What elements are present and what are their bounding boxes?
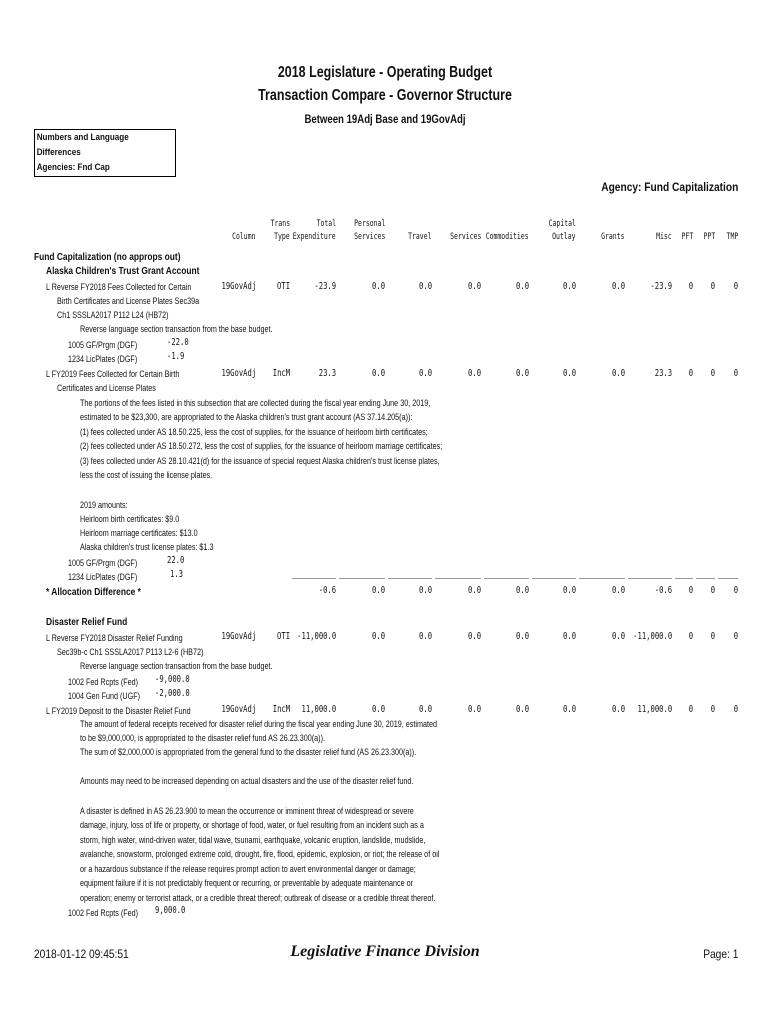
- row-cell-co: 0.0: [562, 281, 576, 292]
- fund-label: 1234 LicPlates (DGF): [68, 572, 138, 582]
- fund-label: 1234 LicPlates (DGF): [68, 354, 138, 364]
- column-header-pft: PFT: [681, 232, 693, 242]
- item-line: L Reverse FY2018 Fees Collected for Certain: [46, 282, 192, 292]
- fund-label: 1005 GF/Prgm (DGF): [68, 558, 138, 568]
- row-cell-cm: 0.0: [515, 281, 529, 292]
- para-line: The sum of $2,000,000 is appropriated from the general fund to the disaster relief fund (AS 26.23.300(a)).: [80, 747, 417, 757]
- column-header-trans: Type: [274, 232, 290, 242]
- subtotal-rule-segment: [388, 578, 432, 579]
- row-cell-total: 11,000.0: [301, 704, 336, 715]
- row-cell-pft: 0: [688, 631, 693, 642]
- report-title-line2: Transaction Compare - Governor Structure: [258, 87, 512, 104]
- row-cell-pft: 0: [688, 368, 693, 379]
- fund-label: 1005 GF/Prgm (DGF): [68, 340, 138, 350]
- fund-amount: -22.0: [167, 337, 189, 348]
- column-header-capital-top: Capital: [548, 219, 576, 229]
- row-cell-ppt: 0: [710, 631, 715, 642]
- subtotal-rule-segment: [532, 578, 576, 579]
- fund-label: 1002 Fed Rcpts (Fed): [68, 908, 139, 918]
- column-header-trans-top: Trans: [270, 219, 290, 229]
- item-line: L FY2019 Deposit to the Disaster Relief Fund: [46, 706, 191, 716]
- column-header-commodities: Commodities: [486, 232, 529, 242]
- item-line: L FY2019 Fees Collected for Certain Birth: [46, 369, 180, 379]
- row-cell-co: 0.0: [562, 585, 576, 596]
- filter-box-line: Agencies: Fnd Cap: [36, 162, 110, 173]
- footer-division: Legislative Finance Division: [290, 943, 480, 960]
- row-cell-gr: 0.0: [611, 585, 625, 596]
- row-cell-tr: 0.0: [418, 631, 432, 642]
- item-note: Reverse language section transaction from the base budget.: [80, 661, 273, 671]
- item-line: Sec39b-c Ch1 SSSLA2017 P113 L2-6 (HB72): [57, 647, 204, 657]
- subtotal-rule-segment: [696, 578, 715, 579]
- row-cell-ppt: 0: [710, 368, 715, 379]
- column-header-ppt: PPT: [703, 232, 715, 242]
- para-line: (3) fees collected under AS 28.10.421(d) for the issuance of special request Alaska children's trust license plates,: [80, 456, 440, 466]
- column-header-services: Services: [449, 232, 481, 242]
- column-header-column: Column: [232, 232, 256, 242]
- footer-timestamp: 2018-01-12 09:45:51: [34, 947, 129, 961]
- filter-box: [34, 129, 176, 177]
- item-line: L Reverse FY2018 Disaster Relief Funding: [46, 633, 183, 643]
- row-cell-tmp: 0: [733, 281, 738, 292]
- fund-amount: -1.9: [167, 351, 185, 362]
- column-header-capital: Outlay: [552, 232, 576, 242]
- para-line: or a hazardous substance if the release requires prompt action to avert environmental danger or damage;: [80, 864, 416, 874]
- para-line: damage, injury, loss of life or property, or shortage of food, water, or fuel resulting from an incident such as a: [80, 820, 424, 830]
- para-line: estimated to be $23,300, are appropriated to the Alaska children's trust grant account (AS 37.14.205(a)):: [80, 412, 413, 422]
- row-cell-col: 19GovAdj: [221, 281, 256, 292]
- row-cell-gr: 0.0: [611, 368, 625, 379]
- row-cell-tr: 0.0: [418, 704, 432, 715]
- column-header-total: Expenditure: [293, 232, 336, 242]
- column-header-travel: Travel: [408, 232, 432, 242]
- row-cell-ppt: 0: [710, 585, 715, 596]
- row-cell-tmp: 0: [733, 368, 738, 379]
- row-cell-tmp: 0: [733, 631, 738, 642]
- column-header-grants: Grants: [601, 232, 625, 242]
- row-cell-co: 0.0: [562, 368, 576, 379]
- para-line: storm, high water, wind-driven water, tidal wave, tsunami, earthquake, volcanic eruption, landslide, mudslide,: [80, 835, 426, 845]
- fund-label: 1004 Gen Fund (UGF): [68, 691, 141, 701]
- row-cell-cm: 0.0: [515, 704, 529, 715]
- row-cell-pft: 0: [688, 281, 693, 292]
- row-cell-total: -11,000.0: [296, 631, 336, 642]
- row-cell-ps: 0.0: [371, 631, 385, 642]
- amount-line: Alaska children's trust license plates: $1.3: [80, 542, 214, 552]
- row-cell-total: -23.9: [314, 281, 336, 292]
- column-header-personal: Services: [353, 232, 385, 242]
- row-cell-tmp: 0: [733, 704, 738, 715]
- amount-line: 2019 amounts:: [80, 500, 128, 510]
- para-line: operation; enemy or terrorist attack, or a credible threat thereof; outbreak of disease or a credible threat thereof.: [80, 893, 436, 903]
- amount-line: Heirloom birth certificates: $9.0: [80, 514, 180, 524]
- column-header-misc: Misc: [656, 232, 672, 242]
- row-cell-cm: 0.0: [515, 631, 529, 642]
- column-header-total-top: Total: [316, 219, 336, 229]
- row-cell-mi: 23.3: [654, 368, 672, 379]
- para-line: avalanche, snowstorm, prolonged extreme cold, drought, fire, flood, epidemic, explosion, or riot; the release of oil: [80, 849, 440, 859]
- row-cell-col: 19GovAdj: [221, 704, 256, 715]
- row-cell-pft: 0: [688, 585, 693, 596]
- row-cell-type: OTI: [276, 281, 290, 292]
- para-line: (2) fees collected under AS 18.50.272, less the cost of supplies, for the issuance of heirloom marriage certificates;: [80, 441, 443, 451]
- amount-line: Heirloom marriage certificates: $13.0: [80, 528, 198, 538]
- fund-amount: 9,000.0: [155, 905, 186, 916]
- para-line: Amounts may need to be increased depending on actual disasters and the use of the disaster relief fund.: [80, 776, 414, 786]
- subtotal-rule-segment: [484, 578, 529, 579]
- row-cell-total: 23.3: [318, 368, 336, 379]
- para-line: The portions of the fees listed in this subsection that are collected during the fiscal year ending June 30, 2019,: [80, 398, 431, 408]
- report-subtitle: Between 19Adj Base and 19GovAdj: [304, 112, 466, 126]
- subtotal-rule-segment: [675, 578, 693, 579]
- row-cell-tmp: 0: [733, 585, 738, 596]
- fund-amount: -2,000.0: [155, 688, 190, 699]
- agency-label: Agency: Fund Capitalization: [600, 180, 738, 194]
- row-cell-ps: 0.0: [371, 368, 385, 379]
- row-cell-ppt: 0: [710, 704, 715, 715]
- report-title-line1: 2018 Legislature - Operating Budget: [277, 64, 493, 81]
- row-cell-mi: -11,000.0: [632, 631, 672, 642]
- row-cell-ps: 0.0: [371, 704, 385, 715]
- row-cell-pft: 0: [688, 704, 693, 715]
- item-note: Reverse language section transaction from the base budget.: [80, 324, 273, 334]
- row-cell-col: 19GovAdj: [221, 631, 256, 642]
- item-line: Birth Certificates and License Plates Sec39a: [57, 296, 200, 306]
- row-cell-sv: 0.0: [467, 368, 481, 379]
- row-cell-tr: 0.0: [418, 368, 432, 379]
- filter-box-line: Numbers and Language: [36, 132, 129, 143]
- para-line: A disaster is defined in AS 26.23.900 to mean the occurrence or imminent threat of widespread or severe: [80, 806, 414, 816]
- row-cell-col: 19GovAdj: [221, 368, 256, 379]
- row-cell-sv: 0.0: [467, 704, 481, 715]
- para-line: The amount of federal receipts received for disaster relief during the fiscal year ending June 30, 2019, estimated: [80, 719, 438, 729]
- row-cell-gr: 0.0: [611, 281, 625, 292]
- para-line: to be $9,000,000, is appropriated to the disaster relief fund AS 26.23.300(a)).: [80, 733, 325, 743]
- fund-amount: -9,000.0: [155, 674, 190, 685]
- row-cell-ps: 0.0: [371, 585, 385, 596]
- section-title: Fund Capitalization (no approps out): [34, 251, 181, 263]
- subtotal-rule-segment: [292, 578, 336, 579]
- item-line: Certificates and License Plates: [57, 383, 156, 393]
- fund-amount: 1.3: [170, 569, 184, 580]
- subtotal-rule-segment: [628, 578, 672, 579]
- row-cell-tr: 0.0: [418, 585, 432, 596]
- allocation-difference-label: * Allocation Difference *: [46, 586, 141, 598]
- row-cell-ps: 0.0: [371, 281, 385, 292]
- row-cell-type: IncM: [272, 368, 290, 379]
- filter-box-line: Differences: [36, 147, 81, 158]
- row-cell-mi: -23.9: [650, 281, 672, 292]
- row-cell-mi: -0.6: [654, 585, 672, 596]
- column-header-tmp: TMP: [726, 232, 738, 242]
- subtotal-rule-segment: [579, 578, 625, 579]
- row-cell-co: 0.0: [562, 704, 576, 715]
- row-cell-gr: 0.0: [611, 631, 625, 642]
- fund-label: 1002 Fed Rcpts (Fed): [68, 677, 139, 687]
- row-cell-cm: 0.0: [515, 585, 529, 596]
- row-cell-co: 0.0: [562, 631, 576, 642]
- component-title: Disaster Relief Fund: [46, 616, 128, 628]
- row-cell-gr: 0.0: [611, 704, 625, 715]
- row-cell-ppt: 0: [710, 281, 715, 292]
- fund-amount: 22.0: [167, 555, 185, 566]
- row-cell-type: IncM: [272, 704, 290, 715]
- para-line: (1) fees collected under AS 18.50.225, less the cost of supplies, for the issuance of heirloom birth certificates;: [80, 427, 428, 437]
- row-cell-type: OTI: [276, 631, 290, 642]
- row-cell-sv: 0.0: [467, 281, 481, 292]
- row-cell-total: -0.6: [318, 585, 336, 596]
- row-cell-sv: 0.0: [467, 585, 481, 596]
- row-cell-mi: 11,000.0: [637, 704, 672, 715]
- subtotal-rule-segment: [718, 578, 738, 579]
- para-line: equipment failure if it is not predictably frequent or recurring, or preventable by adequate maintenance or: [80, 878, 413, 888]
- component-title: Alaska Children's Trust Grant Account: [46, 265, 200, 277]
- subtotal-rule-segment: [435, 578, 481, 579]
- item-line: Ch1 SSSLA2017 P112 L24 (HB72): [57, 310, 169, 320]
- row-cell-sv: 0.0: [467, 631, 481, 642]
- column-header-personal-top: Personal: [353, 219, 385, 229]
- para-line: less the cost of issuing the license plates.: [80, 470, 213, 480]
- row-cell-tr: 0.0: [418, 281, 432, 292]
- row-cell-cm: 0.0: [515, 368, 529, 379]
- subtotal-rule-segment: [339, 578, 385, 579]
- footer-page: Page: 1: [702, 947, 738, 961]
